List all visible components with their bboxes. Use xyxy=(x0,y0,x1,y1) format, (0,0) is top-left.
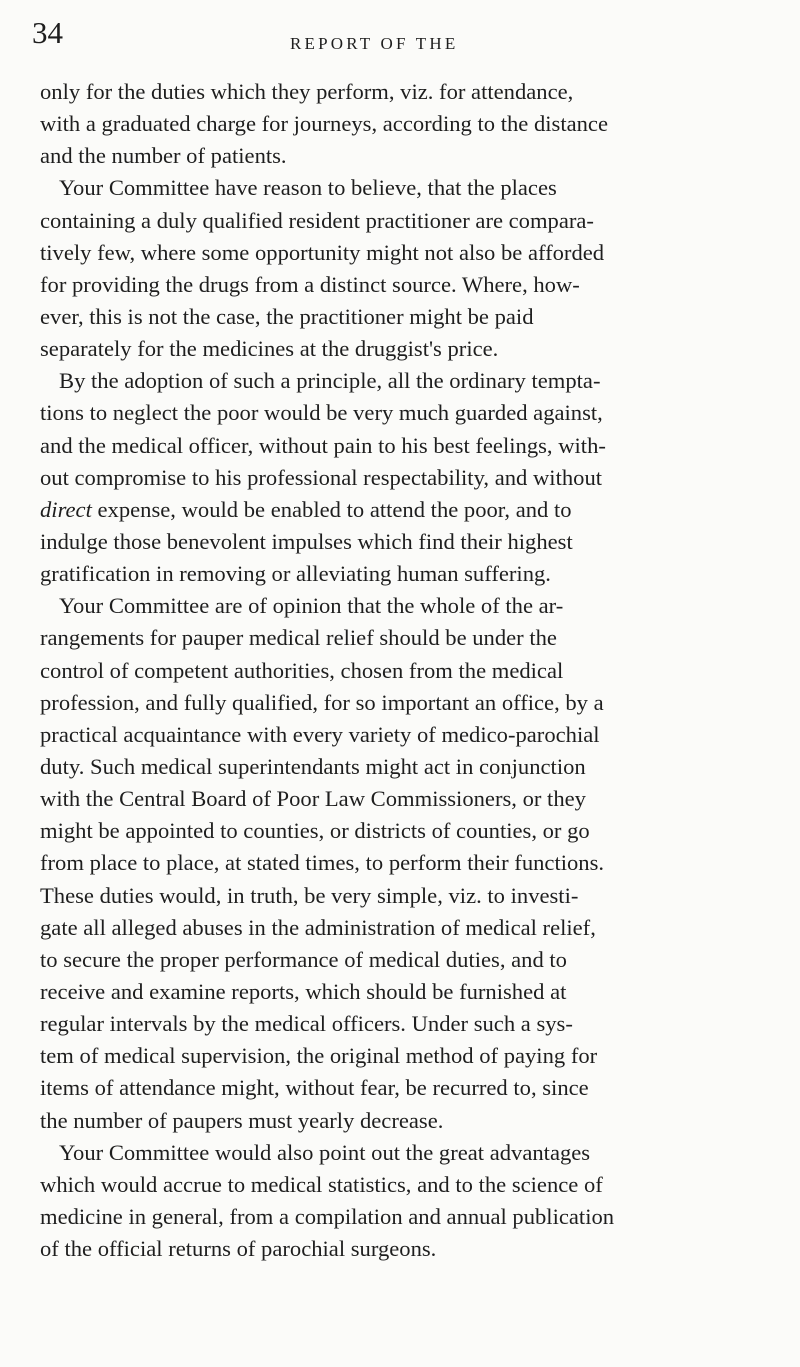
text-line: of the official returns of parochial surgeons. xyxy=(40,1236,437,1262)
text-line: which would accrue to medical statistics, and to the science of xyxy=(40,1171,603,1197)
text-line: ever, this is not the case, the practitioner might be paid xyxy=(40,303,534,329)
text-line: control of competent authorities, chosen from the medical xyxy=(40,657,564,683)
text-line: the number of paupers must yearly decrease. xyxy=(40,1107,444,1133)
running-title: REPORT OF THE xyxy=(290,34,459,53)
text-line: and the medical officer, without pain to his best feelings, with- xyxy=(40,432,606,458)
text-line: Your Committee are of opinion that the whole of the ar- xyxy=(59,593,564,619)
text-line: tively few, where some opportunity might not also be afforded xyxy=(40,239,605,265)
page-number: 34 xyxy=(32,15,63,50)
text-line: indulge those benevolent impulses which find their highest xyxy=(40,528,573,554)
text-line: out compromise to his professional respectability, and without xyxy=(40,464,603,490)
text-line: gratification in removing or alleviating human suffering. xyxy=(40,561,551,587)
text-line: items of attendance might, without fear, be recurred to, since xyxy=(40,1075,589,1101)
text-line: to secure the proper performance of medical duties, and to xyxy=(40,946,567,972)
page-header xyxy=(32,10,772,64)
text-line xyxy=(40,494,800,526)
text-line: regular intervals by the medical officers. Under such a sys- xyxy=(40,1011,573,1037)
text-line: tem of medical supervision, the original method of paying for xyxy=(40,1043,598,1069)
text-line: containing a duly qualified resident practitioner are compara- xyxy=(40,207,594,233)
italic-emphasis: direct xyxy=(40,496,92,522)
text-line: duty. Such medical superintendants might act in conjunction xyxy=(40,753,586,779)
text-line: and the number of patients. xyxy=(40,143,287,169)
text-line: gate all alleged abuses in the administration of medical relief, xyxy=(40,914,596,940)
text-line: receive and examine reports, which should be furnished at xyxy=(40,978,567,1004)
text-line: medicine in general, from a compilation and annual publication xyxy=(40,1203,615,1229)
text-line: rangements for pauper medical relief should be under the xyxy=(40,625,557,651)
text-line: profession, and fully qualified, for so important an office, by a xyxy=(40,689,604,715)
text-line: Your Committee have reason to believe, that the places xyxy=(59,175,557,201)
text-line: separately for the medicines at the druggist's price. xyxy=(40,336,499,362)
text-line: By the adoption of such a principle, all the ordinary tempta- xyxy=(59,368,601,394)
body-text xyxy=(40,76,800,1265)
text-line: might be appointed to counties, or districts of counties, or go xyxy=(40,818,590,844)
text-line: with a graduated charge for journeys, according to the distance xyxy=(40,111,608,137)
text-line: for providing the drugs from a distinct source. Where, how- xyxy=(40,271,580,297)
text-line: tions to neglect the poor would be very much guarded against, xyxy=(40,400,603,426)
text-line: with the Central Board of Poor Law Commissioners, or they xyxy=(40,786,586,812)
text-line: from place to place, at stated times, to perform their functions. xyxy=(40,850,605,876)
text-line: These duties would, in truth, be very simple, viz. to investi- xyxy=(40,882,579,908)
text-segment: expense, would be enabled to attend the poor, and to xyxy=(91,496,572,522)
text-line: practical acquaintance with every variety of medico-parochial xyxy=(40,721,600,747)
text-line: only for the duties which they perform, viz. for attendance, xyxy=(40,79,574,104)
text-line: Your Committee would also point out the great advantages xyxy=(59,1139,591,1165)
